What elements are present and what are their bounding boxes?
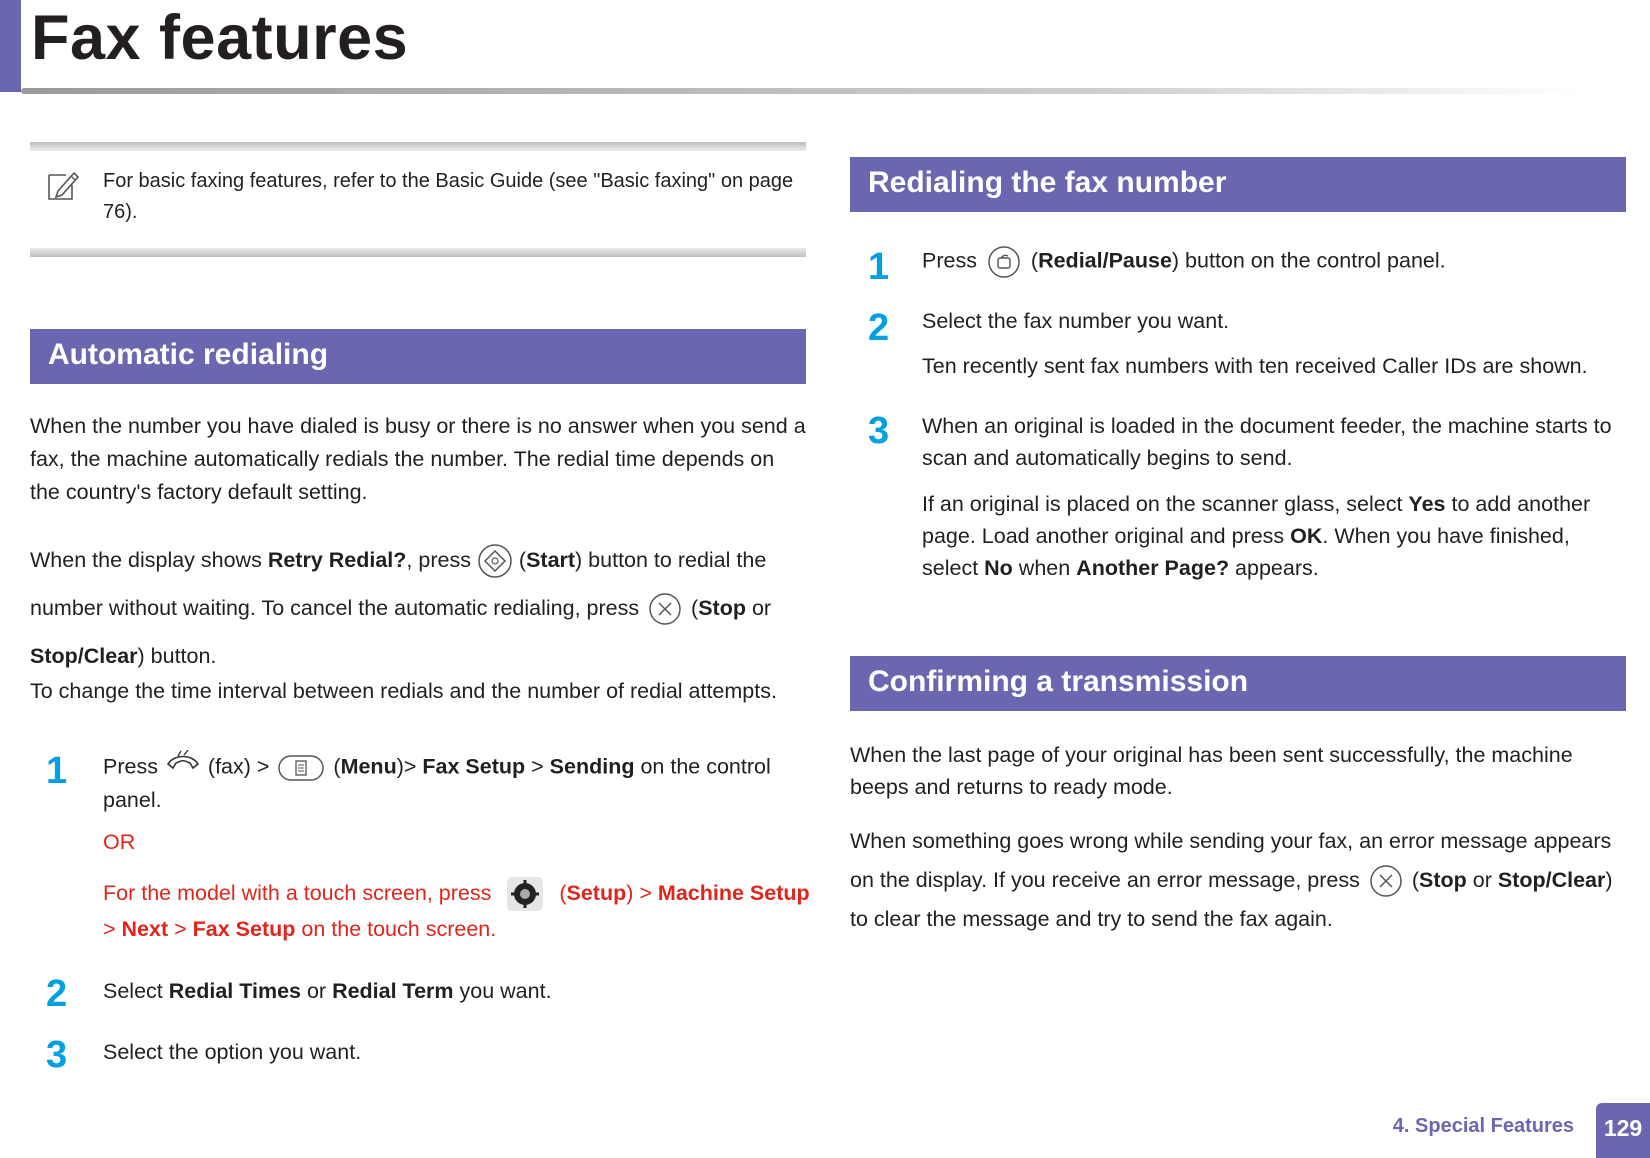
auto-redial-paragraph-2: When the display shows Retry Redial?, press (Start) button to redial the number without waiting. To cancel the automatic redialing, press (Stop or Stop/Clear) button. bbox=[30, 536, 810, 680]
redial-pause-button-icon bbox=[983, 244, 1025, 280]
note-top-border bbox=[30, 142, 806, 151]
section-heading-redialing-fax-number: Redialing the fax number bbox=[850, 157, 1626, 212]
stop-button-icon bbox=[1366, 863, 1406, 899]
note-box bbox=[30, 142, 806, 257]
auto-redial-paragraph-1: When the number you have dialed is busy or there is no answer when you send a fax, the machine automatically redials the number. The redial time depends on the country's factory default setting. bbox=[30, 414, 806, 504]
step-number: 2 bbox=[868, 307, 890, 349]
stop-button-icon bbox=[645, 591, 685, 627]
redial-step-1: Press (Redial/Pause) button on the control panel. bbox=[922, 244, 1622, 280]
note-text: For basic faxing features, refer to the Basic Guide (see "Basic faxing" on page 76). bbox=[103, 170, 794, 223]
confirm-paragraph-1: When the last page of your original has been sent successfully, the machine beeps and returns to ready mode. bbox=[850, 743, 1573, 799]
redial-step-3: When an original is loaded in the document feeder, the machine starts to scan and automatically begins to send. bbox=[922, 414, 1612, 470]
section-heading-automatic-redialing: Automatic redialing bbox=[30, 329, 806, 384]
step-number: 2 bbox=[46, 973, 68, 1015]
title-rule bbox=[21, 88, 1581, 94]
step-number: 1 bbox=[46, 750, 68, 792]
fax-icon bbox=[164, 750, 202, 784]
auto-redial-step-2: Select Redial Times or Redial Term you want. bbox=[103, 979, 552, 1003]
auto-redial-step-3: Select the option you want. bbox=[103, 1040, 362, 1064]
auto-redial-step-1: Press (fax) > (Menu)> Fax Setup > Sending on the control panel. bbox=[103, 750, 803, 816]
step-number: 1 bbox=[868, 246, 890, 288]
step-number: 3 bbox=[46, 1034, 68, 1076]
section-heading-confirming-transmission: Confirming a transmission bbox=[850, 656, 1626, 711]
start-button-icon bbox=[477, 543, 513, 579]
page-title: Fax features bbox=[31, 3, 409, 73]
footer-chapter: 4. Special Features bbox=[1392, 1115, 1574, 1137]
redial-step-2-detail: Ten recently sent fax numbers with ten received Caller IDs are shown. bbox=[922, 354, 1588, 378]
note-bottom-border bbox=[30, 248, 806, 257]
redial-step-2: Select the fax number you want. bbox=[922, 309, 1230, 333]
menu-button-icon bbox=[275, 752, 327, 784]
setup-gear-icon bbox=[497, 876, 553, 912]
step-1-or-text: OR bbox=[103, 830, 136, 854]
pencil-note-icon bbox=[44, 167, 80, 203]
confirm-paragraph-2: When something goes wrong while sending your fax, an error message appears on the display. If you receive an error message, press (Stop or Stop/Clear) to clear the message and try to send the fax again. bbox=[850, 829, 1613, 931]
header-accent-bar bbox=[0, 0, 21, 92]
step-number: 3 bbox=[868, 410, 890, 452]
page-number: 129 bbox=[1596, 1103, 1650, 1158]
auto-redial-paragraph-3: To change the time interval between redials and the number of redial attempts. bbox=[30, 679, 777, 703]
redial-step-3-detail: If an original is placed on the scanner glass, select Yes to add another page. Load another original and press OK. When you have finished, select No when Another Page? appears. bbox=[922, 492, 1591, 580]
step-1-touch-screen-text: For the model with a touch screen, press (Setup) > Machine Setup > Next > Fax Setup on the touch screen. bbox=[103, 876, 813, 946]
